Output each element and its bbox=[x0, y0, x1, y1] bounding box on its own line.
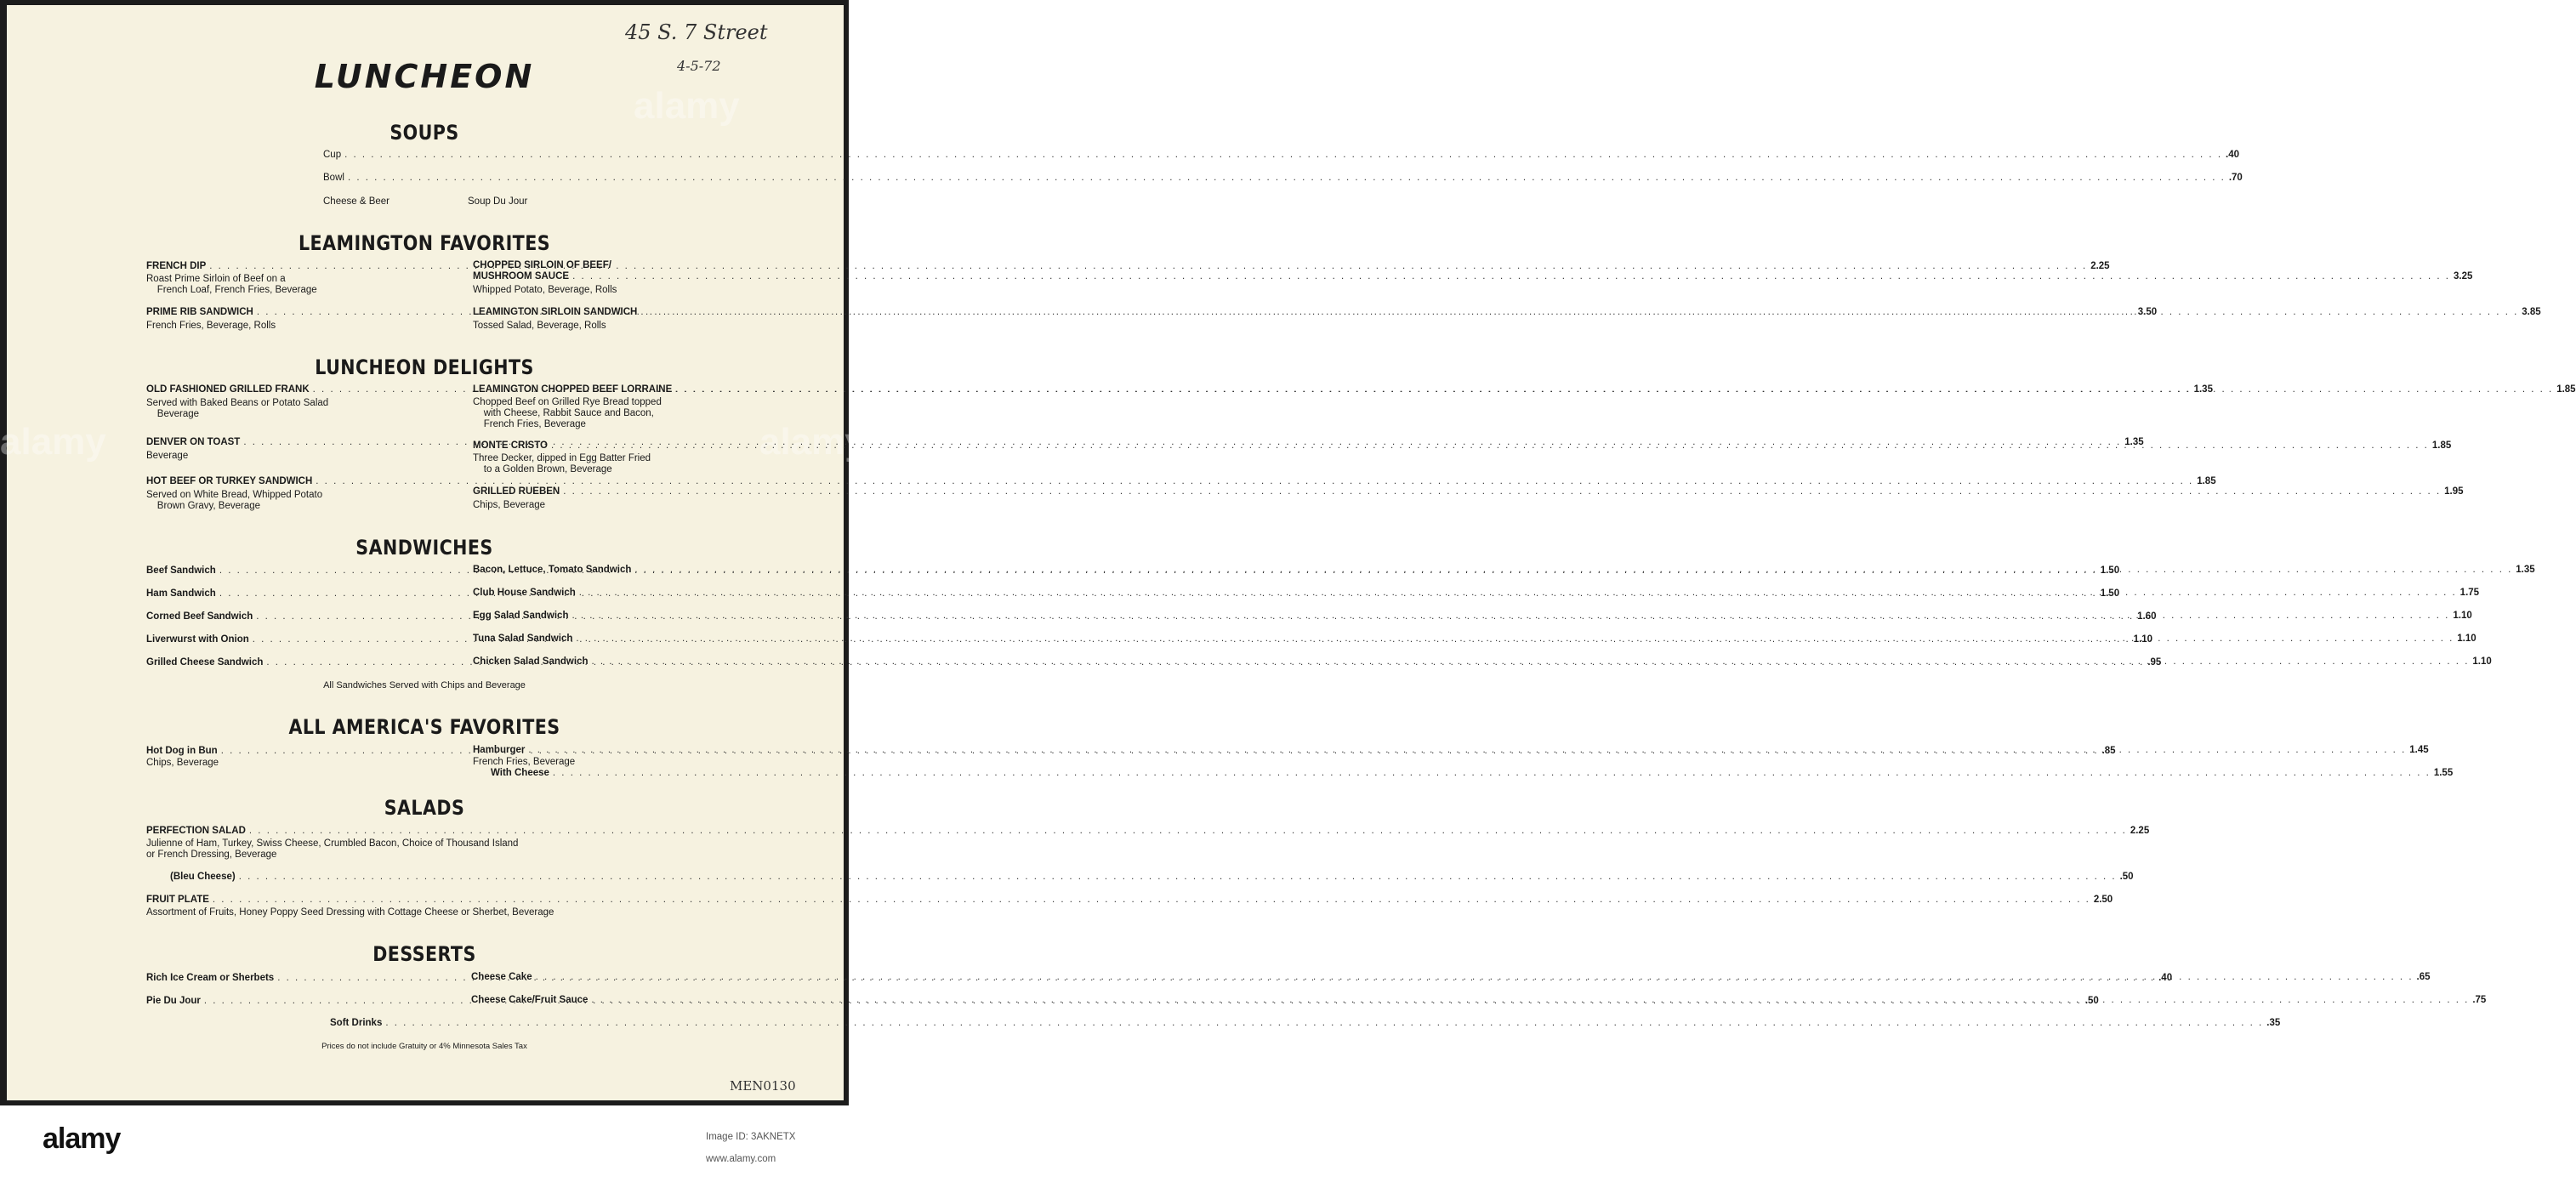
leamington-heading: LEAMINGTON FAVORITES bbox=[298, 231, 551, 255]
item-description: Chips, Beverage bbox=[146, 758, 219, 768]
item-description: Chips, Beverage bbox=[473, 500, 546, 510]
item-description: Roast Prime Sirloin of Beef on a French Loaf, French Fries, Beverage bbox=[146, 274, 317, 295]
menu-item bbox=[170, 872, 2134, 882]
item-price: 2.25 bbox=[2090, 261, 2110, 271]
item-price: .50 bbox=[2119, 872, 2134, 882]
item-price: 1.35 bbox=[2516, 565, 2535, 575]
stock-footer bbox=[0, 1105, 849, 1182]
item-price: .50 bbox=[2084, 996, 2099, 1006]
item-name: OLD FASHIONED GRILLED FRANK bbox=[146, 384, 310, 395]
item-name: Rich Ice Cream or Sherbets bbox=[146, 973, 275, 983]
item-price: 1.60 bbox=[2137, 611, 2157, 622]
item-price: 1.35 bbox=[2193, 384, 2213, 395]
desserts-heading: DESSERTS bbox=[372, 942, 476, 966]
tax-note: Prices do not include Gratuity or 4% Minnesota Sales Tax bbox=[321, 1042, 527, 1051]
item-name: Corned Beef Sandwich bbox=[146, 611, 253, 622]
item-price: 2.50 bbox=[2093, 895, 2113, 905]
item-name: PRIME RIB SANDWICH bbox=[146, 307, 253, 317]
sandwiches-note: All Sandwiches Served with Chips and Beverage bbox=[323, 680, 526, 690]
menu-item bbox=[146, 476, 2216, 486]
menu-item bbox=[491, 768, 2454, 778]
item-price: 2.25 bbox=[2130, 826, 2150, 836]
item-price: 1.45 bbox=[2409, 745, 2429, 755]
soup-note-right: Soup Du Jour bbox=[468, 196, 528, 207]
item-name: Hot Dog in Bun bbox=[146, 746, 218, 756]
alamy-logo: alamy bbox=[43, 1122, 121, 1155]
watermark: alamy bbox=[759, 421, 866, 463]
item-name: Cheese Cake bbox=[471, 972, 532, 982]
soups-heading: SOUPS bbox=[390, 121, 459, 145]
soup-name: Bowl bbox=[323, 173, 344, 183]
item-description: Beverage bbox=[146, 451, 189, 461]
menu-item bbox=[146, 895, 2113, 905]
item-price: 1.35 bbox=[2124, 437, 2144, 447]
item-name: Liverwurst with Onion bbox=[146, 634, 249, 645]
item-price: .35 bbox=[2266, 1018, 2281, 1028]
item-name: With Cheese bbox=[491, 768, 549, 778]
catalog-code: MEN0130 bbox=[730, 1078, 796, 1094]
menu-item bbox=[473, 486, 2464, 497]
item-description: Assortment of Fruits, Honey Poppy Seed Dressing with Cottage Cheese or Sherbet, Beverage bbox=[146, 907, 554, 918]
soup-price: .70 bbox=[2228, 173, 2243, 183]
item-price: 1.55 bbox=[2433, 768, 2454, 778]
item-name: Bacon, Lettuce, Tomato Sandwich bbox=[473, 565, 632, 575]
soup-note-left: Cheese & Beer bbox=[323, 196, 390, 207]
item-description: Chopped Beef on Grilled Rye Bread topped with Cheese, Rabbit Sauce and Bacon, French Fries, Beverage bbox=[473, 397, 662, 429]
item-description: Three Decker, dipped in Egg Batter Fried to a Golden Brown, Beverage bbox=[473, 453, 651, 475]
handwritten-date: 4-5-72 bbox=[677, 58, 721, 74]
item-price: 1.10 bbox=[2472, 656, 2492, 667]
item-description: Served on White Bread, Whipped Potato Brown Gravy, Beverage bbox=[146, 490, 323, 511]
item-name: Hamburger bbox=[473, 745, 526, 755]
item-name: LEAMINGTON CHOPPED BEEF LORRAINE bbox=[473, 384, 673, 395]
item-price: 3.50 bbox=[2137, 307, 2158, 317]
item-price: .85 bbox=[2101, 746, 2116, 756]
site-url: www.alamy.com bbox=[706, 1154, 776, 1164]
america-heading: ALL AMERICA'S FAVORITES bbox=[288, 715, 560, 739]
item-name: Soft Drinks bbox=[330, 1018, 383, 1028]
image-id: Image ID: 3AKNETX bbox=[706, 1132, 796, 1142]
item-name: Egg Salad Sandwich bbox=[473, 611, 569, 621]
item-name: Ham Sandwich bbox=[146, 588, 216, 599]
item-description: Whipped Potato, Beverage, Rolls bbox=[473, 285, 617, 295]
item-price: .40 bbox=[2158, 973, 2173, 983]
item-name: MONTE CRISTO bbox=[473, 440, 548, 451]
item-description: Served with Baked Beans or Potato Salad Beverage bbox=[146, 398, 329, 419]
item-price: 1.10 bbox=[2457, 634, 2476, 644]
item-name: Tuna Salad Sandwich bbox=[473, 634, 573, 644]
item-price: 3.25 bbox=[2454, 271, 2473, 281]
watermark: alamy bbox=[634, 85, 740, 127]
menu-item bbox=[146, 826, 2150, 836]
item-price: .65 bbox=[2416, 972, 2431, 982]
item-price: 1.75 bbox=[2459, 588, 2480, 598]
soup-item bbox=[323, 173, 2243, 183]
item-price: 1.10 bbox=[2453, 611, 2472, 621]
item-description: French Fries, Beverage bbox=[473, 757, 576, 767]
item-name: CHOPPED SIRLOIN OF BEEF/ bbox=[473, 260, 611, 270]
watermark: alamy bbox=[0, 421, 106, 463]
item-name: HOT BEEF OR TURKEY SANDWICH bbox=[146, 476, 313, 486]
item-description: French Fries, Beverage, Rolls bbox=[146, 321, 276, 331]
item-price: 1.85 bbox=[2431, 440, 2452, 451]
item-name: GRILLED RUEBEN bbox=[473, 486, 560, 497]
item-price: 1.85 bbox=[2556, 384, 2576, 395]
item-price: 1.85 bbox=[2197, 476, 2216, 486]
item-name: Club House Sandwich bbox=[473, 588, 576, 598]
item-name: FRENCH DIP bbox=[146, 261, 207, 271]
item-price: .75 bbox=[2472, 995, 2487, 1005]
item-name: Chicken Salad Sandwich bbox=[473, 656, 589, 667]
item-price: .95 bbox=[2147, 657, 2162, 668]
soup-price: .40 bbox=[2226, 150, 2240, 160]
item-price: 1.10 bbox=[2133, 634, 2153, 645]
item-name: MUSHROOM SAUCE bbox=[473, 271, 570, 281]
item-name: LEAMINGTON SIRLOIN SANDWICH bbox=[473, 307, 638, 317]
soup-name: Cup bbox=[323, 150, 342, 160]
sandwich-item bbox=[473, 634, 2476, 644]
item-name: Pie Du Jour bbox=[146, 996, 201, 1006]
item-description: Julienne of Ham, Turkey, Swiss Cheese, Crumbled Bacon, Choice of Thousand Island or French Dressing, Beverage bbox=[146, 838, 519, 860]
item-name: PERFECTION SALAD bbox=[146, 826, 246, 836]
soup-item bbox=[323, 150, 2240, 160]
handwritten-address: 45 S. 7 Street bbox=[625, 20, 768, 44]
item-name: Cheese Cake/Fruit Sauce bbox=[471, 995, 589, 1005]
delights-heading: LUNCHEON DELIGHTS bbox=[315, 355, 534, 379]
item-price: 1.50 bbox=[2100, 588, 2120, 599]
item-name: DENVER ON TOAST bbox=[146, 437, 241, 447]
dessert-item bbox=[330, 1018, 2281, 1028]
menu-item-name-line1 bbox=[473, 260, 711, 270]
item-name: (Bleu Cheese) bbox=[170, 872, 236, 882]
item-name: Beef Sandwich bbox=[146, 565, 216, 576]
item-description: Tossed Salad, Beverage, Rolls bbox=[473, 321, 606, 331]
item-name: Grilled Cheese Sandwich bbox=[146, 657, 264, 668]
menu-item bbox=[473, 271, 2473, 281]
item-price: 1.95 bbox=[2444, 486, 2464, 497]
salads-heading: SALADS bbox=[384, 796, 465, 820]
page-title: LUNCHEON bbox=[314, 58, 535, 95]
sandwiches-heading: SANDWICHES bbox=[355, 536, 493, 560]
item-price: 1.50 bbox=[2100, 565, 2120, 576]
item-price: 3.85 bbox=[2522, 307, 2541, 317]
item-name: FRUIT PLATE bbox=[146, 895, 209, 905]
